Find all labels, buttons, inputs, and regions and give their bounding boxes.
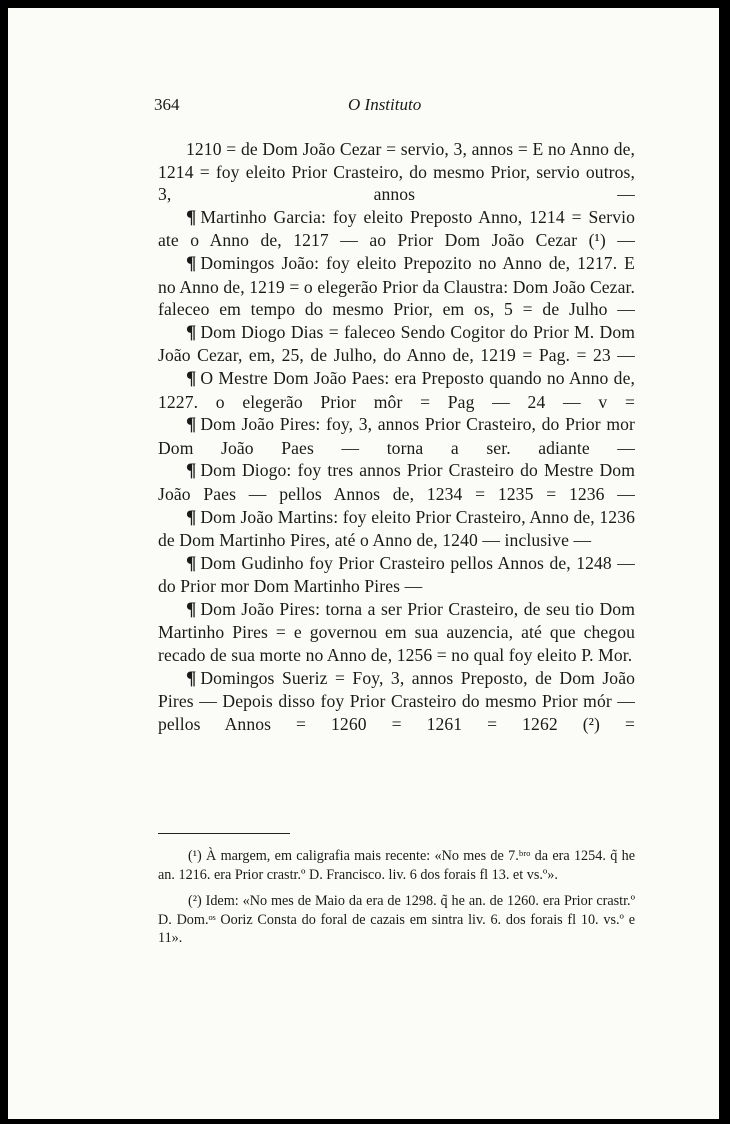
pilcrow-icon: ¶ — [186, 252, 197, 274]
paragraph-text: Dom João Martins: foy eleito Prior Crasteiro, Anno de, 1236 de Dom Martinho Pires, até o Anno de, 1240 — inclusive — — [158, 506, 635, 551]
paragraph — [158, 252, 635, 321]
page-number: 364 — [154, 95, 180, 114]
body-text — [158, 138, 635, 735]
paragraph — [158, 506, 635, 552]
paragraph — [158, 459, 635, 505]
paragraph — [158, 667, 635, 736]
pilcrow-icon: ¶ — [186, 206, 197, 228]
paragraph — [158, 206, 635, 252]
pilcrow-icon: ¶ — [186, 321, 197, 343]
running-title: O Instituto — [348, 95, 422, 114]
paragraph-text: Dom Diogo: foy tres annos Prior Crasteiro do Mestre Dom João Paes — pellos Annos de, 1234 = 1235 = 1236 — — [158, 460, 635, 504]
paragraph-text: Domingos João: foy eleito Prepozito no Anno de, 1217. E no Anno de, 1219 = o elegerão Prior da Claustra: Dom João Cezar. faleceo em tempo do mesmo Prior, em os, 5 = de Julho — — [158, 252, 635, 320]
footnote: (¹) À margem, em caligrafia mais recente: «No mes de 7.ᵇʳᵒ da era 1254. q̃ he an. 1216. era Prior crastr.º D. Francisco. liv. 6 dos forais fl 13. et vs.º». — [158, 848, 635, 883]
paragraph-text: 1210 = de Dom João Cezar = servio, 3, annos = E no Anno de, 1214 = foy eleito Prior Crasteiro, do mesmo Prior, servio outros, 3, annos — — [158, 139, 635, 205]
paragraph — [158, 321, 635, 367]
footnotes — [158, 847, 635, 948]
paragraph-text: Dom Diogo Dias = faleceo Sendo Cogitor do Prior M. Dom João Cezar, em, 25, de Julho, do Anno de, 1219 = Pag. = 23 — — [158, 321, 635, 366]
paragraph — [158, 367, 635, 413]
pilcrow-icon: ¶ — [186, 460, 197, 482]
pilcrow-icon: ¶ — [186, 367, 197, 389]
pilcrow-icon: ¶ — [186, 598, 197, 620]
paragraph-text: O Mestre Dom João Paes: era Preposto quando no Anno de, 1227. o elegerão Prior môr = Pag — 24 — v = — [158, 367, 635, 412]
pilcrow-icon: ¶ — [186, 552, 197, 574]
paragraph-text: Domingos Sueriz = Foy, 3, annos Preposto, de Dom João Pires — Depois disso foy Prior Crasteiro do mesmo Prior mór — pellos Annos = 1260 = 1261 = 1262 (²) = — [158, 667, 635, 734]
paragraph-text: Dom João Pires: torna a ser Prior Crasteiro, de seu tio Dom Martinho Pires = e governou em sua auzencia, até que chegou recado de sua morte no Anno de, 1256 = no qual foy eleito P. Mor. — [158, 598, 635, 666]
paragraph-text: Martinho Garcia: foy eleito Preposto Anno, 1214 = Servio ate o Anno de, 1217 — ao Prior Dom João Cezar (¹) — — [158, 206, 635, 251]
paragraph — [158, 552, 635, 598]
pilcrow-icon: ¶ — [186, 667, 197, 689]
paragraph — [158, 138, 635, 206]
page-header — [154, 95, 634, 117]
paragraph-text: Dom João Pires: foy, 3, annos Prior Crasteiro, do Prior mor Dom João Paes — torna a ser. adiante — — [158, 414, 635, 458]
footnote: (²) Idem: «No mes de Maio da era de 1298. q̃ he an. de 1260. era Prior crastr.º D. Dom.ᵒˢ Ooriz Consta do foral de cazais em sintra liv. 6. dos forais fl 10. vs.º e 11». — [158, 893, 635, 947]
book-page — [8, 8, 719, 1119]
paragraph — [158, 413, 635, 459]
pilcrow-icon: ¶ — [186, 414, 197, 436]
pilcrow-icon: ¶ — [186, 506, 197, 528]
paragraph — [158, 598, 635, 667]
paragraph-text: Dom Gudinho foy Prior Crasteiro pellos Annos de, 1248 — do Prior mor Dom Martinho Pires — — [158, 552, 635, 597]
footnote-divider — [158, 833, 290, 834]
